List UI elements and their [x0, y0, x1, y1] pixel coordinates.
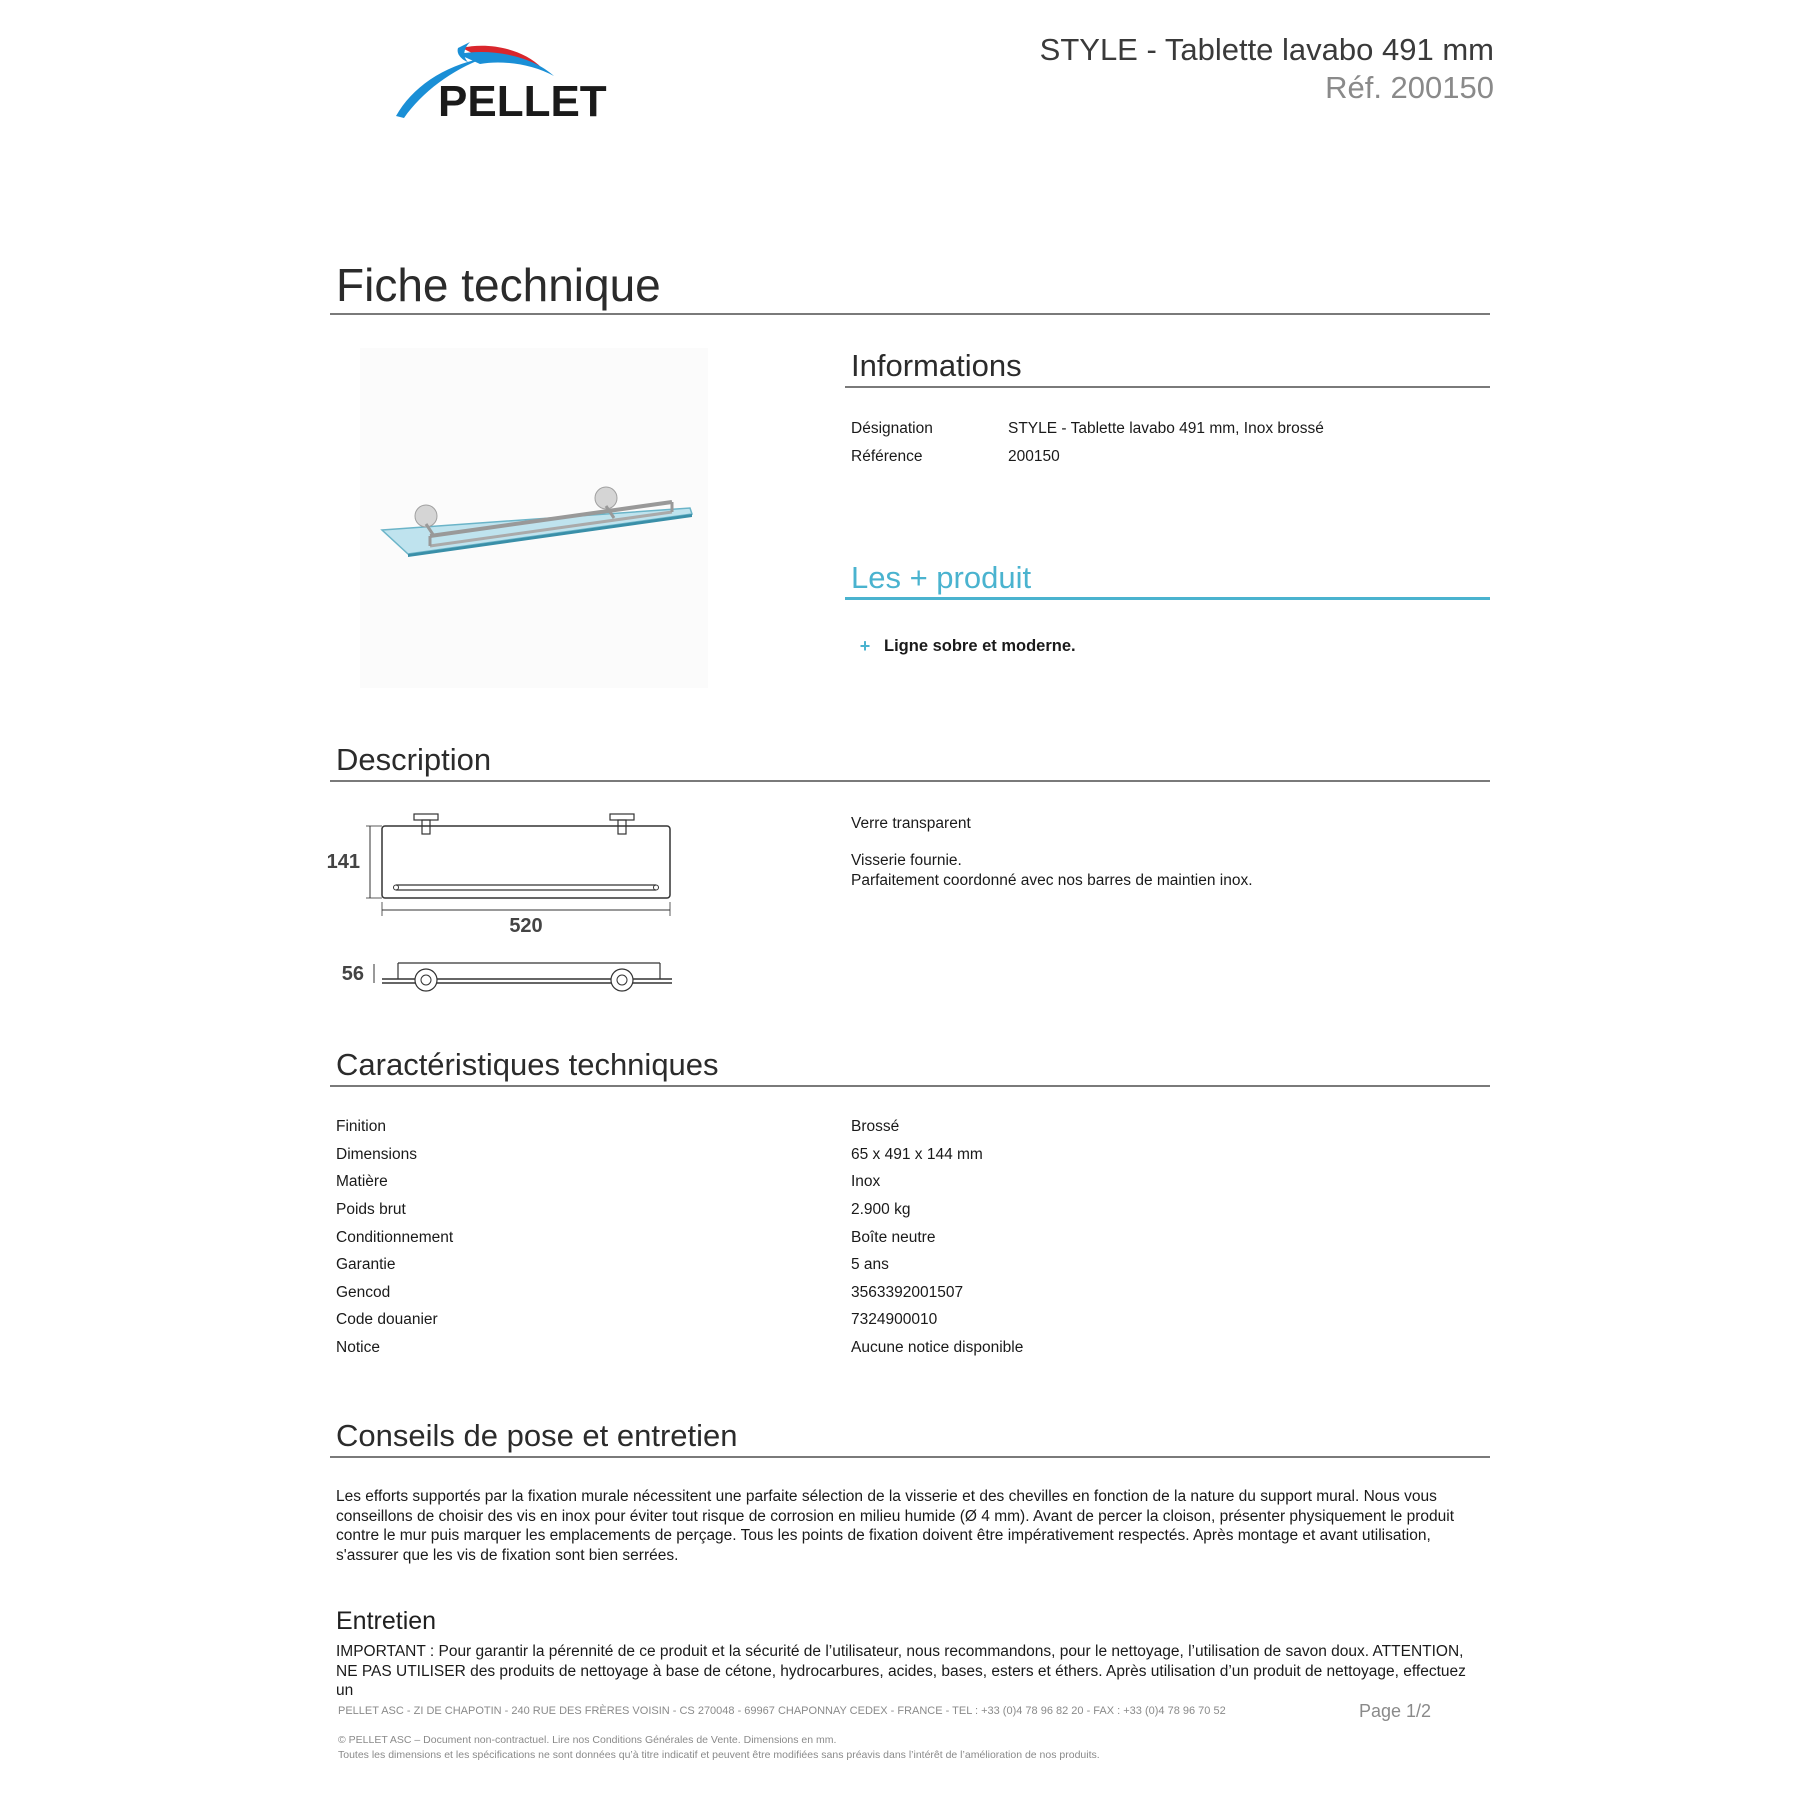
info-label-designation: Désignation	[851, 420, 933, 437]
description-line-3: Parfaitement coordonné avec nos barres de maintien inox.	[851, 872, 1253, 889]
entretien-title: Entretien	[336, 1607, 437, 1635]
spec-label: Garantie	[336, 1256, 396, 1273]
spec-value: Aucune notice disponible	[851, 1339, 1024, 1356]
plus-produit-item-text: Ligne sobre et moderne.	[884, 637, 1076, 655]
spec-label: Matière	[336, 1173, 388, 1190]
glass-shelf-image	[360, 348, 708, 688]
conseils-paragraph: Les efforts supportés par la fixation murale nécessitent une parfaite sélection de la visserie et des chevilles en fonction de la nature du support mural. Nous vous conseillons de choisir des vis en inox pour éviter tout risque de corrosion en milieu humide (Ø 4 mm). Avant de percer la cloison, présenter physiquement le produit contre le mur puis marquer les emplacements de perçage. Tous les points de fixation doivent être impérativement respectés. Après montage et avant utilisation, s'assurer que les vis de fixation sont bien serrées.	[336, 1488, 1455, 1564]
technical-drawing	[326, 808, 680, 1008]
caracteristiques-rule	[330, 1085, 1490, 1087]
info-value-designation: STYLE - Tablette lavabo 491 mm, Inox brossé	[1008, 420, 1324, 437]
drawing-width-label: 520	[509, 915, 543, 937]
description-line-1: Verre transparent	[851, 815, 971, 832]
description-title: Description	[336, 742, 492, 777]
conseils-rule	[330, 1456, 1490, 1458]
entretien-paragraph: IMPORTANT : Pour garantir la pérennité de ce produit et la sécurité de l’utilisateur, nous recommandons, pour le nettoyage, l’utilisation de savon doux. ATTENTION, NE PAS UTILISER des produits de nettoyage à base de cétone, hydrocarbures, acides, bases, esters et éthers. Après utilisation d’un produit de nettoyage, effectuez un	[336, 1643, 1466, 1699]
plus-produit-item	[858, 636, 1076, 657]
spec-label: Dimensions	[336, 1146, 417, 1163]
spec-value: 65 x 491 x 144 mm	[851, 1146, 983, 1163]
pellet-logo	[392, 40, 638, 126]
spec-label: Conditionnement	[336, 1229, 454, 1246]
spec-value: 5 ans	[851, 1256, 889, 1273]
page-number: Page 1/2	[1359, 1701, 1432, 1721]
drawing-height-label: 141	[326, 851, 360, 873]
header-product-title: STYLE - Tablette lavabo 491 mm	[1039, 32, 1494, 67]
spec-label: Code douanier	[336, 1311, 438, 1328]
pellet-logo-graphic	[392, 40, 638, 126]
footer-address: PELLET ASC - ZI DE CHAPOTIN - 240 RUE DES FRÈRES VOISIN - CS 270048 - 69967 CHAPONNAY CEDEX - FRANCE - TEL : +33 (0)4 78 96 82 20 - FAX : +33 (0)4 78 96 70 52	[338, 1705, 1226, 1717]
plus-produit-rule	[845, 597, 1490, 600]
caracteristiques-title: Caractéristiques techniques	[336, 1047, 719, 1082]
info-value-reference: 200150	[1008, 448, 1060, 465]
spec-label: Finition	[336, 1118, 386, 1135]
spec-value: 2.900 kg	[851, 1201, 911, 1218]
logo-wordmark: PELLET	[438, 77, 607, 126]
description-rule	[330, 780, 1490, 782]
spec-value: Boîte neutre	[851, 1229, 936, 1246]
entretien-paragraph-container	[336, 1642, 1486, 1699]
spec-label: Notice	[336, 1339, 380, 1356]
informations-rule	[845, 386, 1490, 388]
header-product-ref: Réf. 200150	[1325, 70, 1494, 105]
spec-value: 7324900010	[851, 1311, 938, 1328]
spec-label: Poids brut	[336, 1201, 406, 1218]
informations-title: Informations	[851, 348, 1022, 383]
plus-produit-title: Les + produit	[851, 560, 1032, 595]
spec-value: Inox	[851, 1173, 881, 1190]
footer-legal-line-2: Toutes les dimensions et les spécifications ne sont données qu’à titre indicatif et peuvent être modifiées sans préavis dans l’intérêt de l’amélioration de nos produits.	[338, 1749, 1100, 1761]
drawing-depth-label: 56	[341, 963, 364, 985]
plus-icon: +	[859, 636, 871, 656]
description-line-2: Visserie fournie.	[851, 852, 962, 869]
product-photo	[360, 348, 708, 688]
page-title-rule	[330, 313, 1490, 315]
spec-value: 3563392001507	[851, 1284, 964, 1301]
shelf-dimension-drawing	[326, 808, 680, 1008]
info-label-reference: Référence	[851, 448, 923, 465]
conseils-title: Conseils de pose et entretien	[336, 1418, 738, 1453]
page-title: Fiche technique	[336, 259, 661, 311]
spec-label: Gencod	[336, 1284, 391, 1301]
spec-value: Brossé	[851, 1118, 900, 1135]
footer-legal-line-1: © PELLET ASC – Document non-contractuel. Lire nos Conditions Générales de Vente. Dimensions en mm.	[338, 1734, 837, 1746]
